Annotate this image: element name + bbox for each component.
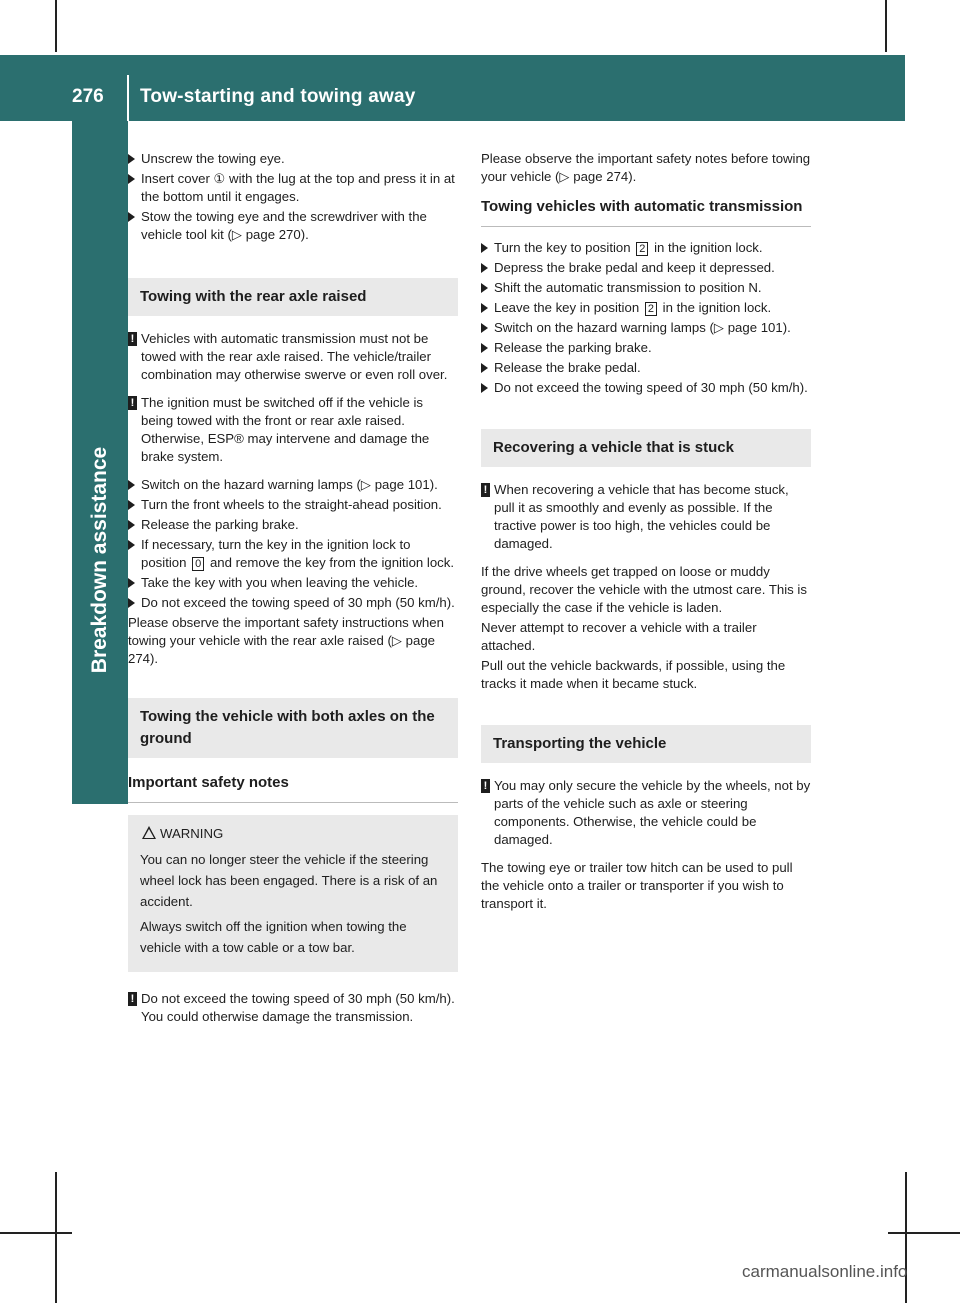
arrow-icon (128, 598, 135, 608)
warning-title: WARNING (140, 825, 446, 843)
arrow-icon (481, 263, 488, 273)
instruction-step: Take the key with you when leaving the vehicle. (128, 574, 458, 592)
paragraph: Please observe the important safety notes before towing your vehicle (▷ page 274). (481, 151, 811, 184)
instruction-step: Release the parking brake. (128, 516, 458, 534)
exclamation-icon: ! (481, 483, 490, 497)
arrow-icon (481, 383, 488, 393)
section-heading: Towing with the rear axle raised (128, 278, 458, 316)
arrow-icon (128, 480, 135, 490)
crop-mark (905, 1172, 907, 1303)
caution-note: ! Do not exceed the towing speed of 30 mph (50 km/h). You could otherwise damage the transmission. (128, 990, 458, 1026)
instruction-step: Release the parking brake. (481, 339, 811, 357)
section-heading: Towing the vehicle with both axles on the ground (128, 698, 458, 758)
section-heading: Recovering a vehicle that is stuck (481, 429, 811, 467)
crop-mark (0, 1232, 72, 1234)
caution-note: ! The ignition must be switched off if the vehicle is being towed with the front or rear axle raised. Otherwise, ESP® may intervene and damage the brake system. (128, 394, 458, 466)
key-position-symbol: 2 (636, 242, 648, 256)
arrow-icon (481, 283, 488, 293)
instruction-step: Switch on the hazard warning lamps (▷ page 101). (128, 476, 458, 494)
divider (481, 226, 811, 227)
paragraph: If the drive wheels get trapped on loose or muddy ground, recover the vehicle with the utmost care. This is especially the case if the vehicle is laden. (481, 564, 807, 615)
left-column (128, 150, 458, 1036)
arrow-icon (128, 500, 135, 510)
arrow-icon (128, 212, 135, 222)
warning-text: You can no longer steer the vehicle if the steering wheel lock has been engaged. There is a risk of an accident. (140, 852, 438, 909)
page-header (0, 55, 905, 121)
instruction-step: Leave the key in position 2 in the ignition lock. (481, 299, 811, 317)
key-position-symbol: 0 (192, 557, 204, 571)
arrow-icon (481, 303, 488, 313)
arrow-icon (481, 343, 488, 353)
key-position-symbol: 2 (645, 302, 657, 316)
warning-box (128, 815, 458, 972)
header-divider (127, 75, 129, 121)
arrow-icon (128, 540, 135, 550)
crop-mark (888, 1232, 960, 1234)
right-column (481, 150, 811, 915)
instruction-step: Do not exceed the towing speed of 30 mph (50 km/h). (128, 594, 458, 612)
instruction-step: Release the brake pedal. (481, 359, 811, 377)
paragraph: The towing eye or trailer tow hitch can be used to pull the vehicle onto a trailer or transporter if you wish to transport it. (481, 860, 793, 911)
instruction-step: Insert cover ① with the lug at the top and press it in at the bottom until it engages. (128, 170, 458, 206)
arrow-icon (128, 154, 135, 164)
arrow-icon (128, 578, 135, 588)
subheading: Important safety notes (128, 774, 289, 791)
warning-triangle-icon (142, 826, 156, 839)
exclamation-icon: ! (128, 332, 137, 346)
instruction-step: Shift the automatic transmission to position N. (481, 279, 811, 297)
arrow-icon (128, 174, 135, 184)
arrow-icon (128, 520, 135, 530)
paragraph: Never attempt to recover a vehicle with a trailer attached. (481, 620, 757, 653)
instruction-step: Unscrew the towing eye. (128, 150, 458, 168)
instruction-step: Stow the towing eye and the screwdriver with the vehicle tool kit (▷ page 270). (128, 208, 458, 244)
crop-mark (55, 0, 57, 52)
caution-note: ! Vehicles with automatic transmission must not be towed with the rear axle raised. The vehicle/trailer combination may otherwise swerve or even roll over. (128, 330, 458, 384)
chapter-title: Tow-starting and towing away (140, 86, 416, 107)
crop-mark (55, 1172, 57, 1303)
instruction-step: Do not exceed the towing speed of 30 mph (50 km/h). (481, 379, 811, 397)
instruction-step: Depress the brake pedal and keep it depressed. (481, 259, 811, 277)
exclamation-icon: ! (481, 779, 490, 793)
arrow-icon (481, 363, 488, 373)
arrow-icon (481, 323, 488, 333)
caution-note: ! You may only secure the vehicle by the wheels, not by parts of the vehicle such as axle or steering components. Otherwise, the vehicle could be damaged. (481, 777, 811, 849)
paragraph: Please observe the important safety instructions when towing your vehicle with the rear axle raised (▷ page 274). (128, 615, 444, 666)
instruction-step: Turn the front wheels to the straight-ahead position. (128, 496, 458, 514)
watermark: carmanualsonline.info (742, 1262, 908, 1281)
caution-note: ! When recovering a vehicle that has become stuck, pull it as smoothly and evenly as possible. If the tractive power is too high, the vehicles could be damaged. (481, 481, 811, 553)
page-number: 276 (72, 86, 104, 107)
instruction-step: Turn the key to position 2 in the ignition lock. (481, 239, 811, 257)
crop-mark (885, 0, 887, 52)
side-tab-label: Breakdown assistance (88, 446, 111, 674)
exclamation-icon: ! (128, 396, 137, 410)
subheading: Towing vehicles with automatic transmission (481, 198, 803, 215)
paragraph: Pull out the vehicle backwards, if possible, using the tracks it made when it became stuck. (481, 658, 786, 691)
arrow-icon (481, 243, 488, 253)
warning-text: Always switch off the ignition when towing the vehicle with a tow cable or a tow bar. (140, 919, 407, 955)
divider (128, 802, 458, 803)
exclamation-icon: ! (128, 992, 137, 1006)
instruction-step: Switch on the hazard warning lamps (▷ page 101). (481, 319, 811, 337)
instruction-step: If necessary, turn the key in the ignition lock to position 0 and remove the key from the ignition lock. (128, 536, 458, 572)
section-heading: Transporting the vehicle (481, 725, 811, 763)
